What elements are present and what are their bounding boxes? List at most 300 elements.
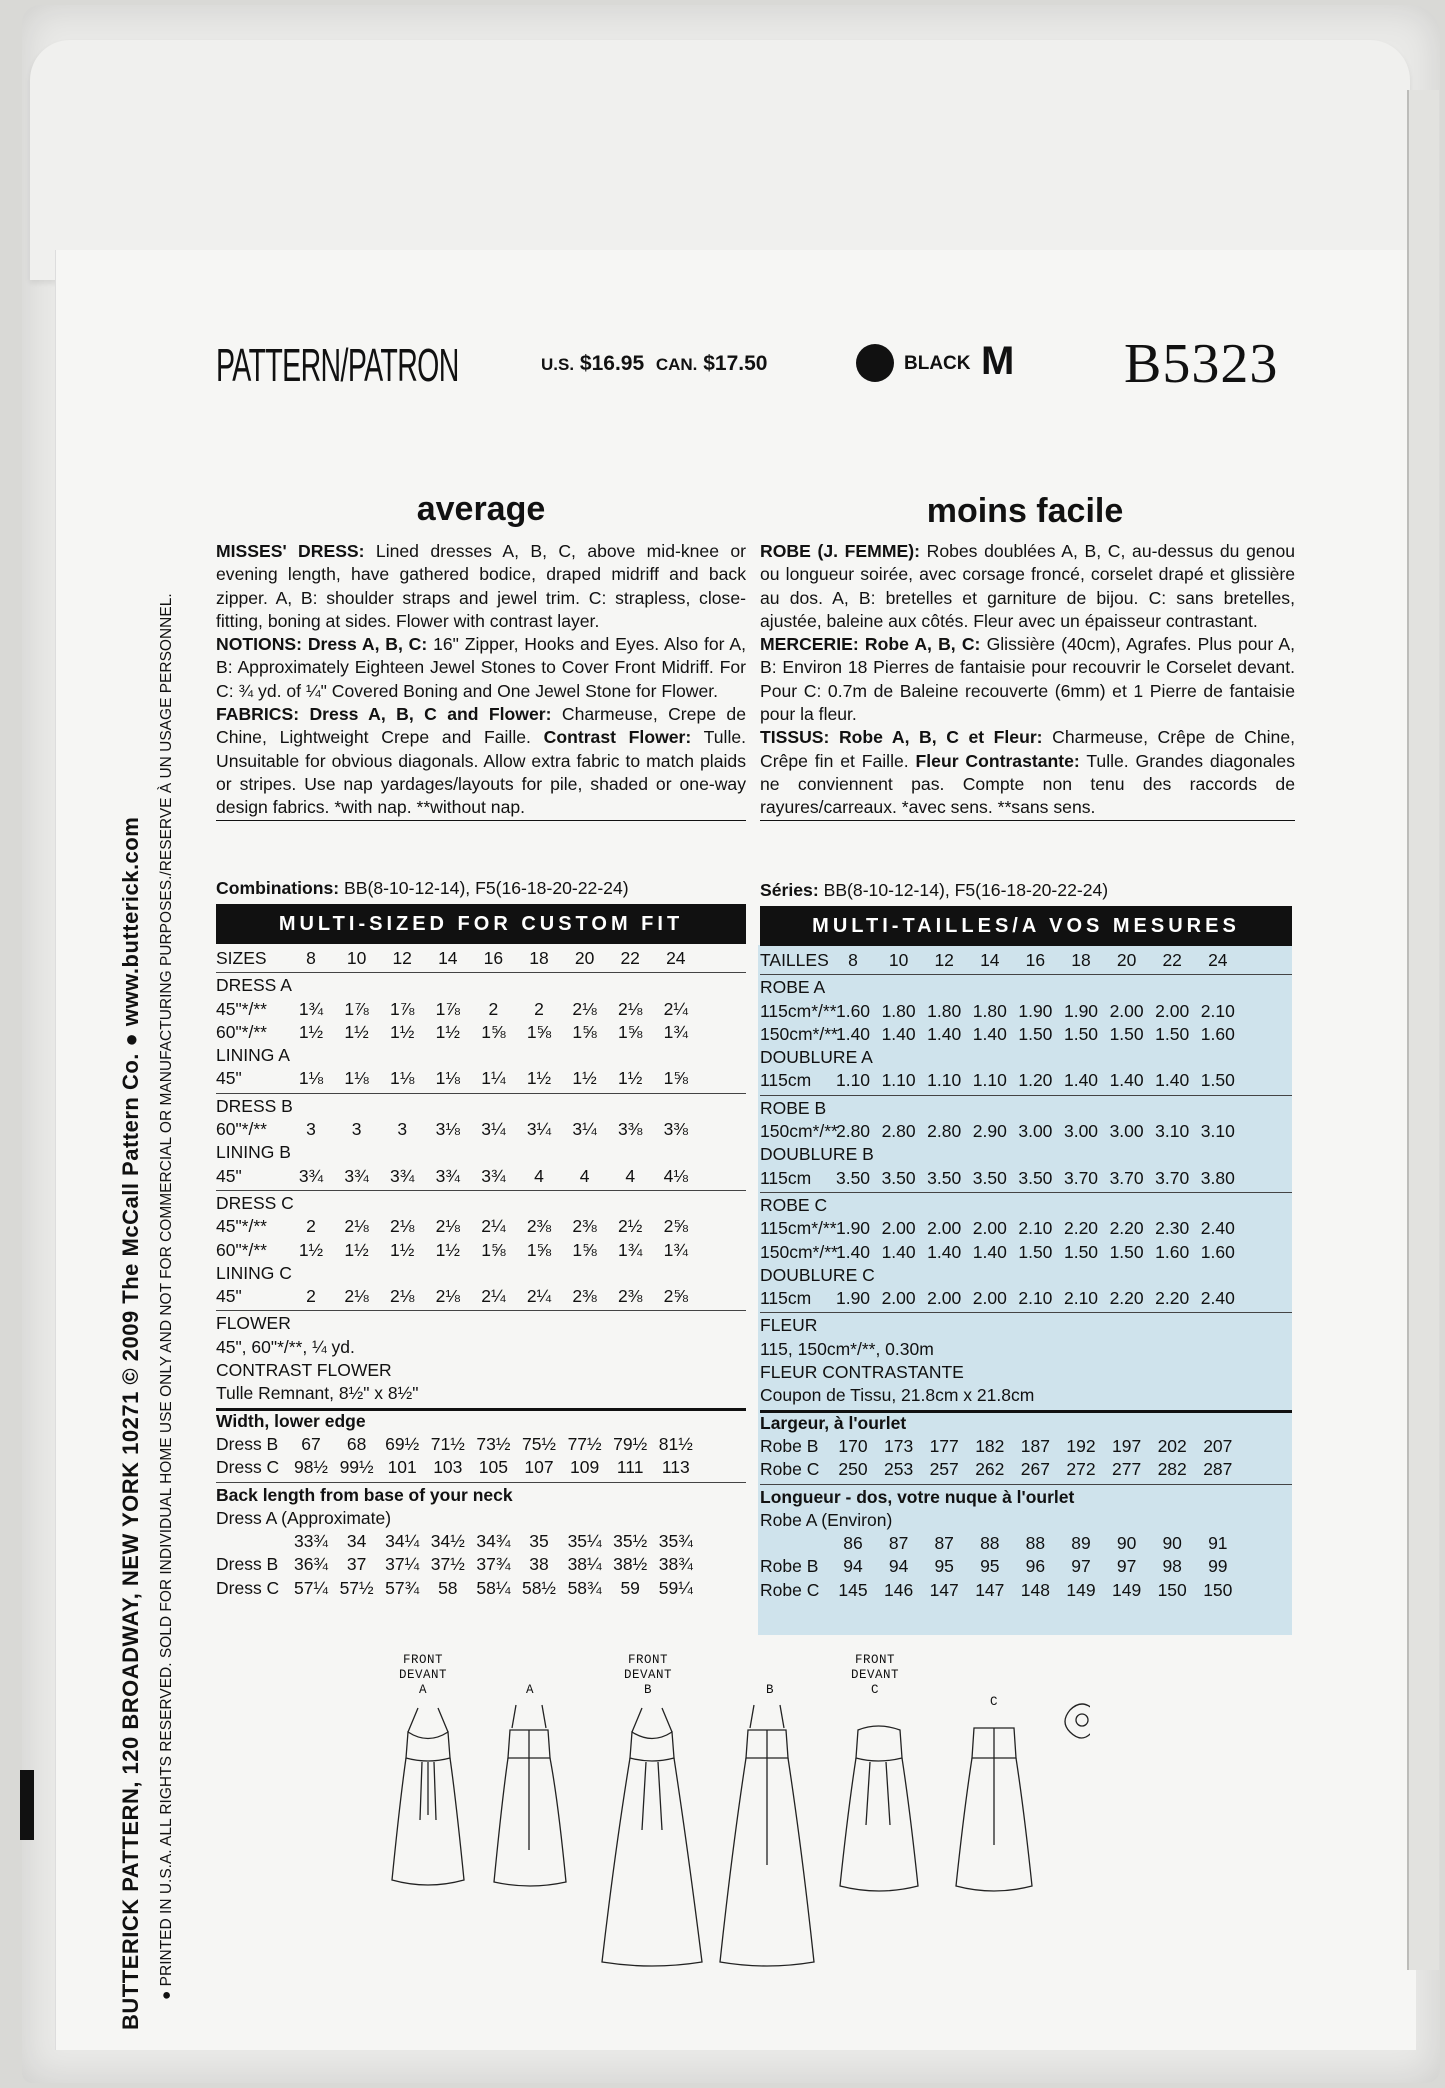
table-cell: 1½ (572, 1068, 597, 1089)
table-cell: 1.50 (1018, 1241, 1053, 1262)
table-cell: 1½ (344, 1021, 369, 1042)
yardage-table-en (216, 948, 746, 1601)
sizes-row (216, 948, 746, 971)
table-cell: 113 (661, 1457, 690, 1478)
technical-drawings (370, 1650, 1090, 1970)
table-cell: 10 (346, 948, 367, 968)
table-cell: 177 (929, 1435, 959, 1456)
table-row (760, 1098, 1292, 1121)
table-cell: 99½ (339, 1457, 374, 1478)
table-cell: 147 (975, 1579, 1005, 1600)
length-title (760, 1487, 1292, 1510)
table-row (216, 1096, 746, 1119)
table-cell: 3¼ (572, 1119, 597, 1140)
row-label: 60"*/** (216, 1239, 267, 1260)
table-cell: 1⅞ (390, 998, 415, 1019)
table-cell: 1⅝ (526, 1021, 552, 1042)
table-cell: 2⅛ (435, 1286, 460, 1307)
table-cell: 2 (488, 998, 499, 1019)
table-cell: 3 (351, 1119, 362, 1140)
table-cell: 2¼ (481, 1216, 506, 1237)
table-cell: 1½ (526, 1068, 552, 1089)
table-cell: 253 (883, 1459, 914, 1480)
table-cell: 3.50 (881, 1167, 916, 1188)
table-cell: 1.50 (1109, 1241, 1144, 1262)
table-cell: 2.10 (1018, 1288, 1053, 1309)
table-cell: 3⅜ (618, 1119, 643, 1140)
row-label: FLEUR CONTRASTANTE (760, 1362, 964, 1383)
band-fr: MULTI-TAILLES/A VOS MESURES (760, 906, 1292, 946)
row-label: 60"*/** (216, 1021, 267, 1042)
row-label: DRESS A (216, 975, 292, 996)
table-row (216, 1554, 746, 1577)
difficulty-fr: moins facile (926, 492, 1124, 530)
table-cell: 34½ (430, 1531, 465, 1552)
difficulty-en: average (416, 490, 546, 528)
row-label: DRESS B (216, 1095, 293, 1116)
row-label: 45"*/** (216, 998, 267, 1019)
table-cell: 1.90 (1063, 1000, 1099, 1021)
table-cell: 147 (929, 1579, 959, 1600)
table-cell: 3.50 (927, 1167, 962, 1188)
table-cell: 97 (1071, 1556, 1091, 1577)
table-cell: 99 (1208, 1556, 1228, 1577)
table-cell: 267 (1020, 1459, 1050, 1480)
table-cell: 8 (848, 950, 858, 970)
table-cell: 1.40 (881, 1241, 916, 1262)
table-cell: 1.10 (972, 1070, 1007, 1091)
table-cell: 1.60 (1200, 1023, 1235, 1044)
table-cell: 36¾ (293, 1554, 329, 1575)
table-cell: 1.20 (1018, 1070, 1053, 1091)
table-cell: 1.40 (835, 1023, 871, 1044)
table-row (760, 1121, 1292, 1144)
table-cell: 1½ (298, 1239, 324, 1260)
table-cell: 2.10 (1018, 1218, 1053, 1239)
table-cell: 18 (1071, 950, 1091, 970)
table-cell: 3.10 (1155, 1121, 1190, 1142)
table-cell: 73½ (476, 1433, 511, 1454)
table-cell: 88 (1025, 1533, 1046, 1554)
table-cell: 150 (1157, 1579, 1187, 1600)
table-cell: 94 (888, 1556, 909, 1577)
table-cell: 20 (1116, 950, 1137, 970)
table-cell: 202 (1157, 1435, 1187, 1456)
table-cell: 8 (306, 948, 316, 968)
table-cell: 3.70 (1155, 1167, 1190, 1188)
table-cell: 2⅛ (618, 998, 643, 1019)
row-label: Dress B (216, 1433, 279, 1454)
width-title (216, 1411, 746, 1434)
table-cell: 2.20 (1109, 1288, 1144, 1309)
table-cell: 68 (346, 1433, 367, 1454)
table-cell: 1.40 (881, 1023, 916, 1044)
table-cell: 2.40 (1200, 1288, 1235, 1309)
dress-a-front-drawing (392, 1708, 464, 1885)
table-cell: 1⅛ (344, 1068, 369, 1089)
table-cell: 1.50 (1018, 1023, 1053, 1044)
table-cell: 57¾ (385, 1577, 420, 1598)
table-cell: 2.20 (1063, 1218, 1099, 1239)
table-row (760, 1144, 1292, 1167)
table-cell: 2⅛ (390, 1216, 415, 1237)
table-cell: 1⅞ (435, 998, 460, 1019)
table-row (216, 1457, 746, 1480)
table-cell: 1.40 (1155, 1070, 1190, 1091)
table-cell: 2½ (618, 1216, 643, 1237)
table-cell: 277 (1111, 1459, 1142, 1480)
table-cell: 2.00 (1155, 1000, 1190, 1021)
table-cell: 2.80 (881, 1121, 916, 1142)
table-cell: 2.40 (1200, 1218, 1235, 1239)
table-cell: 2.20 (1155, 1288, 1190, 1309)
price-line: U.S. $16.95 CAN. $17.50 (541, 352, 768, 375)
table-cell: 1⅛ (298, 1068, 324, 1089)
table-cell: 2.80 (835, 1121, 871, 1142)
band-en: MULTI-SIZED FOR CUSTOM FIT (216, 904, 746, 944)
table-cell: 2.90 (972, 1121, 1007, 1142)
table-cell: 57¼ (293, 1577, 329, 1598)
table-row (760, 1265, 1292, 1288)
table-cell: 97 (1116, 1556, 1137, 1577)
table-cell: 34 (346, 1531, 367, 1552)
table-row (760, 1362, 1292, 1385)
table-row (216, 1216, 746, 1239)
table-cell: 2⅝ (663, 1216, 688, 1237)
row-label: Longueur - dos, votre nuque à l'ourlet (760, 1486, 1075, 1507)
table-cell: 77½ (567, 1433, 602, 1454)
table-cell: 2.80 (927, 1121, 962, 1142)
table-row (216, 1383, 746, 1406)
dress-b-front-drawing (602, 1708, 702, 1966)
table-row (760, 1218, 1292, 1241)
table-cell: 57½ (339, 1577, 374, 1598)
width-title (760, 1413, 1292, 1436)
table-cell: 16 (1025, 950, 1046, 970)
table-cell: 94 (843, 1556, 863, 1577)
table-cell: 79½ (613, 1433, 648, 1454)
table-cell: 35 (529, 1531, 549, 1552)
table-row (760, 1385, 1292, 1408)
table-cell: 287 (1203, 1459, 1233, 1480)
table-cell: 2⅜ (618, 1286, 643, 1307)
table-cell: 33¾ (293, 1531, 329, 1552)
table-cell: 1.10 (835, 1070, 871, 1091)
table-cell: 1⅝ (572, 1239, 597, 1260)
table-cell: 1¾ (663, 1239, 688, 1260)
table-cell: 2⅜ (526, 1216, 552, 1237)
table-cell: 2⅛ (435, 1216, 460, 1237)
table-cell: 3.10 (1200, 1121, 1235, 1142)
table-cell: 2.00 (927, 1288, 962, 1309)
row-label: 115cm (760, 1070, 812, 1091)
table-cell: 1.10 (881, 1070, 916, 1091)
table-cell: 1½ (618, 1068, 643, 1089)
row-label: Robe C (760, 1459, 820, 1480)
row-label: DOUBLURE C (760, 1264, 875, 1285)
table-row (760, 1047, 1292, 1070)
yardage-table-fr (760, 950, 1292, 1603)
table-cell: 2⅛ (390, 1286, 415, 1307)
row-label: Largeur, à l'ourlet (760, 1412, 907, 1433)
table-cell: 1.40 (1063, 1070, 1099, 1091)
publisher-line: BUTTERICK PATTERN, 120 BROADWAY, NEW YORK 10271 © 2009 The McCall Pattern Co. ● www.butterick.com (118, 816, 143, 2030)
row-label: ROBE A (760, 977, 826, 998)
table-cell: 2.00 (881, 1288, 916, 1309)
table-cell: 38 (529, 1554, 549, 1575)
table-cell: 22 (620, 948, 640, 968)
table-cell: 3.50 (835, 1167, 871, 1188)
table-cell: 2.00 (972, 1288, 1007, 1309)
row-label: LINING B (216, 1142, 291, 1163)
size-code: M (981, 339, 1015, 383)
dress-c-back-drawing (956, 1728, 1032, 1891)
table-cell: 38½ (613, 1554, 648, 1575)
table-cell: 2¼ (663, 998, 688, 1019)
table-cell: 1.50 (1109, 1023, 1144, 1044)
table-cell: 262 (975, 1459, 1005, 1480)
table-cell: 98½ (293, 1457, 329, 1478)
table-cell: 3¾ (344, 1165, 369, 1186)
table-row (760, 1288, 1292, 1311)
table-cell: 24 (666, 948, 686, 968)
dress-a-back-drawing (494, 1705, 566, 1886)
table-cell: 2.30 (1155, 1218, 1190, 1239)
view-label-back-a: A (525, 1683, 534, 1697)
table-cell: 1⅝ (481, 1021, 506, 1042)
table-cell: 16 (483, 948, 504, 968)
table-cell: 109 (569, 1457, 600, 1478)
table-cell: 2.00 (1109, 1000, 1144, 1021)
table-row (760, 1580, 1292, 1603)
pattern-number: B5323 (1124, 333, 1279, 395)
table-cell: 1⅝ (618, 1021, 643, 1042)
table-cell: 1.10 (927, 1070, 962, 1091)
table-cell: 1⅝ (481, 1239, 506, 1260)
table-cell: 1.90 (835, 1218, 871, 1239)
table-cell: 2¼ (481, 1286, 506, 1307)
table-row (216, 1022, 746, 1045)
table-cell: 103 (433, 1457, 463, 1478)
table-cell: 272 (1066, 1459, 1096, 1480)
table-cell: 3¼ (526, 1119, 552, 1140)
table-cell: 145 (838, 1579, 868, 1600)
table-cell: 1.40 (927, 1023, 962, 1044)
table-cell: 35¾ (658, 1531, 693, 1552)
row-label: 115cm (760, 1167, 812, 1188)
sizes-row (760, 950, 1292, 973)
table-cell: 34¾ (476, 1531, 511, 1552)
table-cell: 58¾ (567, 1577, 602, 1598)
table-cell: 197 (1111, 1435, 1142, 1456)
row-label: Coupon de Tissu, 21.8cm x 21.8cm (760, 1385, 1035, 1406)
table-cell: 1.60 (1155, 1241, 1190, 1262)
table-cell: 1½ (435, 1021, 460, 1042)
table-cell: 58½ (521, 1577, 557, 1598)
table-cell: 3⅜ (663, 1119, 688, 1140)
row-label: Dress A (Approximate) (216, 1507, 392, 1528)
dress-b-back-drawing (720, 1705, 814, 1966)
table-cell: 2.00 (881, 1218, 916, 1239)
row-label: 150cm*/** (760, 1121, 838, 1142)
dress-c-front-drawing (840, 1726, 918, 1891)
table-row (216, 1142, 746, 1165)
table-cell: 282 (1157, 1459, 1187, 1480)
row-label: ROBE C (760, 1194, 828, 1215)
row-label: 60"*/** (216, 1119, 267, 1140)
table-row (760, 1168, 1292, 1191)
table-row (216, 975, 746, 998)
table-cell: 2¼ (526, 1286, 552, 1307)
table-cell: 3.70 (1063, 1167, 1099, 1188)
row-label: Robe C (760, 1579, 820, 1600)
table-cell: 173 (883, 1435, 914, 1456)
table-cell: 88 (980, 1533, 1000, 1554)
table-cell: 22 (1162, 950, 1182, 970)
table-cell: 3.50 (1018, 1167, 1053, 1188)
row-label: 115cm*/** (760, 1218, 837, 1239)
table-cell: 1⅝ (572, 1021, 597, 1042)
description-fr: ROBE (J. FEMME): Robes doublées A, B, C, au-dessus du genou ou longueur soirée, avec corsage froncé, corselet drapé et glissière au dos. A, B: bretelles et garniture de bijou. C: sans bretelles, ajustée, baleine aux côtés. Fleur avec un épaisseur contrastant. MERCERIE: Robe A, B, C: Glissière (40cm), Agrafes. Plus pour A, B: Environ 18 Pierres de fantaisie pour recouvrir le Corselet devant. Pour C: 0.7m de Baleine recouverte (6mm) et 1 Pierre de fantaisie pour la fleur. TISSUS: Robe A, B, C et Fleur: Charmeuse, Crêpe de Chine, Crêpe fin et Faille. Fleur Contrastante: Tulle. Grandes diagonales ne conviennent pas. Compte non tenu des raccords de rayures/carreaux. *avec sens. **sans sens. (760, 540, 1295, 821)
table-row (216, 1360, 746, 1383)
table-cell: 1.40 (835, 1241, 871, 1262)
table-cell: 3.70 (1109, 1167, 1144, 1188)
table-cell: 34¼ (385, 1531, 420, 1552)
table-cell: 14 (438, 948, 458, 968)
row-label: Dress C (216, 1457, 280, 1478)
table-cell: 3 (397, 1119, 408, 1140)
table-cell: 1.50 (1200, 1070, 1235, 1091)
row-label: DOUBLURE B (760, 1144, 874, 1165)
table-cell: 67 (301, 1433, 321, 1454)
table-cell: 24 (1208, 950, 1228, 970)
view-label-front-a: FRONT DEVANT A (398, 1653, 447, 1697)
table-cell: 1½ (390, 1021, 415, 1042)
table-cell: 1.50 (1063, 1023, 1099, 1044)
table-row (760, 977, 1292, 1000)
table-cell: 182 (975, 1435, 1005, 1456)
table-cell: 2.00 (927, 1218, 962, 1239)
length-title (216, 1485, 746, 1508)
table-cell: 105 (478, 1457, 508, 1478)
table-cell: 2.10 (1200, 1000, 1235, 1021)
table-cell: 96 (1025, 1556, 1046, 1577)
table-cell: 2.20 (1109, 1218, 1144, 1239)
table-row (216, 1508, 746, 1531)
table-cell: 69½ (385, 1433, 420, 1454)
row-label: DRESS C (216, 1192, 294, 1213)
table-cell: 87 (934, 1533, 954, 1554)
table-row (216, 1313, 746, 1336)
table-cell: 2.00 (972, 1218, 1007, 1239)
table-row (760, 1070, 1292, 1093)
table-cell: 170 (838, 1435, 868, 1456)
table-cell: 38¾ (658, 1554, 693, 1575)
table-cell: 37¾ (476, 1554, 511, 1575)
row-label: Robe A (Environ) (760, 1509, 893, 1530)
table-cell: 98 (1162, 1556, 1182, 1577)
table-cell: 1.40 (972, 1023, 1007, 1044)
row-label: 115cm*/** (760, 1000, 837, 1021)
table-cell: 3¾ (481, 1165, 506, 1186)
description-en: MISSES' DRESS: Lined dresses A, B, C, above mid-knee or evening length, have gathered bodice, draped midriff and back zipper. A, B: shoulder straps and jewel trim. C: strapless, close-fitting, boning at sides. Flower with contrast layer. NOTIONS: Dress A, B, C: 16" Zipper, Hooks and Eyes. Also for A, B: Approximately Eighteen Jewel Stones to Cover Front Midriff. For C: ¾ yd. of ¼" Covered Boning and One Jewel Stone for Flower. FABRICS: Dress A, B, C and Flower: Charmeuse, Crepe de Chine, Lightweight Crepe and Faille. Contrast Flower: Tulle. Unsuitable for obvious diagonals. Allow extra fabric to match plaids or stripes. Use nap yardages/layouts for pile, shaded or one-way design fabrics. *with nap. **without nap. (216, 540, 746, 821)
table-row (760, 1556, 1292, 1579)
table-cell: 37¼ (385, 1554, 420, 1575)
table-cell: 3 (306, 1119, 316, 1140)
table-cell: 257 (929, 1459, 959, 1480)
row-label: Dress C (216, 1577, 280, 1598)
table-cell: 2⅜ (572, 1286, 597, 1307)
table-cell: 1⅝ (526, 1239, 552, 1260)
table-cell: 1.60 (835, 1000, 871, 1021)
table-row (216, 1166, 746, 1189)
table-cell: 37 (346, 1554, 367, 1575)
table-cell: 1.50 (1063, 1241, 1099, 1262)
table-cell: 91 (1208, 1533, 1228, 1554)
legal-line: ● PRINTED IN U.S.A. ALL RIGHTS RESERVED. SOLD FOR INDIVIDUAL HOME USE ONLY AND NOT FOR COMMERCIAL OR MANUFACTURING PURPOSES./RESERVE À UN USAGE PERSONNEL. (158, 593, 175, 2000)
table-cell: 3.80 (1200, 1167, 1235, 1188)
table-cell: 18 (529, 948, 549, 968)
row-label: LINING A (216, 1045, 290, 1066)
table-cell: 1.50 (1155, 1023, 1190, 1044)
table-cell: 2⅛ (572, 998, 597, 1019)
table-cell: 3.00 (1109, 1121, 1144, 1142)
view-label-front-b: FRONT DEVANT B (623, 1653, 672, 1697)
row-label: CONTRAST FLOWER (216, 1360, 392, 1381)
table-cell: 1.80 (972, 1000, 1007, 1021)
table-cell: 1.40 (1109, 1070, 1144, 1091)
table-row (216, 1119, 746, 1142)
table-row (760, 1436, 1292, 1459)
table-cell: 1¾ (298, 998, 324, 1019)
row-label: Tulle Remnant, 8½" x 8½" (216, 1383, 419, 1404)
table-cell: 1.40 (927, 1241, 962, 1262)
table-cell: 12 (392, 948, 412, 968)
table-cell: 59¼ (658, 1577, 693, 1598)
row-label: 45" (216, 1068, 242, 1089)
table-cell: 4 (579, 1165, 590, 1186)
table-cell: 2⅛ (344, 1216, 369, 1237)
view-label-back-c: C (989, 1695, 998, 1709)
table-cell: 35¼ (567, 1531, 602, 1552)
color-label: BLACK (904, 353, 971, 374)
table-cell: 1.90 (1018, 1000, 1053, 1021)
table-cell: 1½ (298, 1021, 324, 1042)
table-row (760, 1195, 1292, 1218)
row-label: 45"*/** (216, 1216, 267, 1237)
table-cell: 3¾ (435, 1165, 460, 1186)
table-cell: 2⅝ (663, 1286, 688, 1307)
table-row (216, 1263, 746, 1286)
table-cell: 1.40 (972, 1241, 1007, 1262)
row-label: Back length from base of your neck (216, 1484, 513, 1505)
flower-icon (1065, 1704, 1090, 1738)
table-cell: 107 (524, 1457, 554, 1478)
table-cell: 38¼ (567, 1554, 602, 1575)
table-cell: 4 (625, 1165, 636, 1186)
table-cell: 14 (980, 950, 1000, 970)
table-row (760, 1339, 1292, 1362)
table-cell: 90 (1162, 1533, 1182, 1554)
table-cell: 87 (888, 1533, 909, 1554)
table-cell: 1⅞ (344, 998, 369, 1019)
table-cell: 4⅛ (663, 1165, 688, 1186)
table-cell: 81½ (658, 1433, 693, 1454)
table-cell: 1⅝ (663, 1068, 688, 1089)
table-row (760, 1024, 1292, 1047)
table-cell: 58 (438, 1577, 458, 1598)
table-cell: 101 (387, 1457, 417, 1478)
